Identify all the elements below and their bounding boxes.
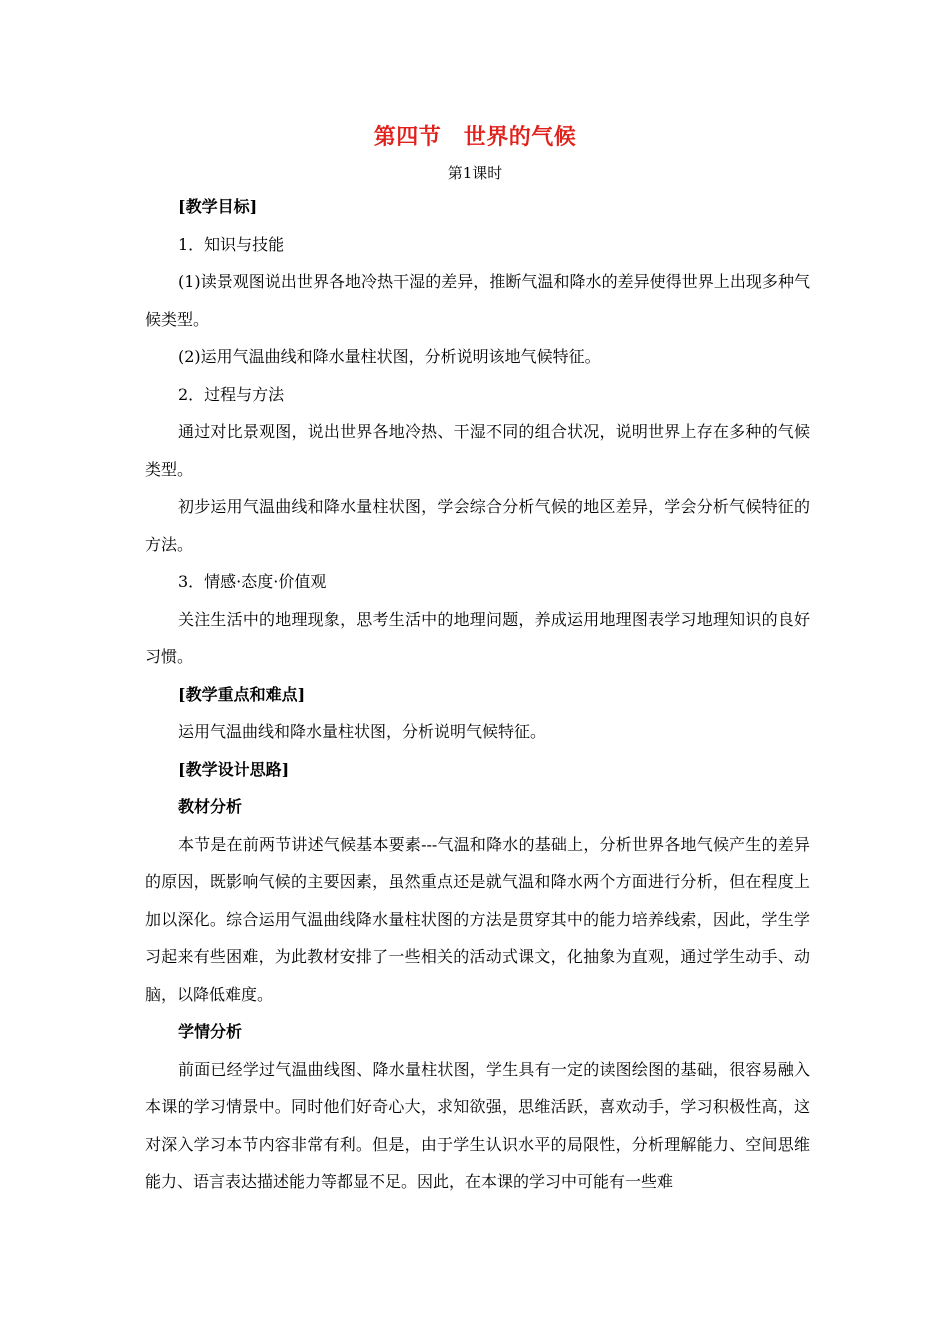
subsection-heading-knowledge: 1．知识与技能: [178, 234, 285, 254]
paragraph-material: 本节是在前两节讲述气候基本要素---气温和降水的基础上，分析世界各地气候产生的差异的原因，既影响气候的主要因素，虽然重点还是就气温和降水两个方面进行分析，但在程度上加以深化。综合运用气温曲线降水量柱状图的方法是贯穿其中的能力培养线索，因此，学生学习起来有些困难，为此教材安排了一些相关的活动式课文，化抽象为直观，通过学生动手、动脑，以降低难度。: [145, 834, 810, 1004]
section-heading-objectives: [教学目标]: [178, 197, 258, 216]
lesson-subtitle: 第1课时: [447, 164, 503, 182]
paragraph-process-1: 通过对比景观图，说出世界各地冷热、干湿不同的组合状况，说明世界上存在多种的气候类型。: [145, 422, 810, 479]
paragraph-key-points: 运用气温曲线和降水量柱状图，分析说明气候特征。: [178, 722, 547, 741]
paragraph-values-1: 关注生活中的地理现象，思考生活中的地理问题，养成运用地理图表学习地理知识的良好习惯。: [145, 609, 810, 666]
document-body: [145, 188, 810, 1201]
page-title: 第四节 世界的气候: [373, 125, 577, 150]
subsection-heading-values: 3．情感·态度·价值观: [178, 572, 327, 591]
subsection-heading-material: 教材分析: [178, 797, 243, 816]
section-heading-key-points: [教学重点和难点]: [178, 684, 306, 704]
paragraph-student: 前面已经学过气温曲线图、降水量柱状图，学生具有一定的读图绘图的基础，很容易融入本课的学习情景中。同时他们好奇心大，求知欲强，思维活跃，喜欢动手，学习积极性高，这对深入学习本节内容非常有利。但是，由于学生认识水平的局限性，分析理解能力、空间思维能力、语言表达描述能力等都显不足。因此，在本课的学习中可能有一些难: [145, 1059, 810, 1191]
subsection-heading-process: 2．过程与方法: [178, 384, 285, 404]
paragraph-knowledge-1: (1)读景观图说出世界各地冷热干湿的差异，推断气温和降水的差异使得世界上出现多种气候类型。: [145, 272, 810, 329]
paragraph-process-2: 初步运用气温曲线和降水量柱状图，学会综合分析气候的地区差异，学会分析气候特征的方法。: [145, 497, 810, 554]
paragraph-knowledge-2: (2)运用气温曲线和降水量柱状图，分析说明该地气候特征。: [178, 347, 601, 366]
subsection-heading-student: 学情分析: [178, 1022, 243, 1041]
section-heading-design: [教学设计思路]: [178, 759, 290, 779]
